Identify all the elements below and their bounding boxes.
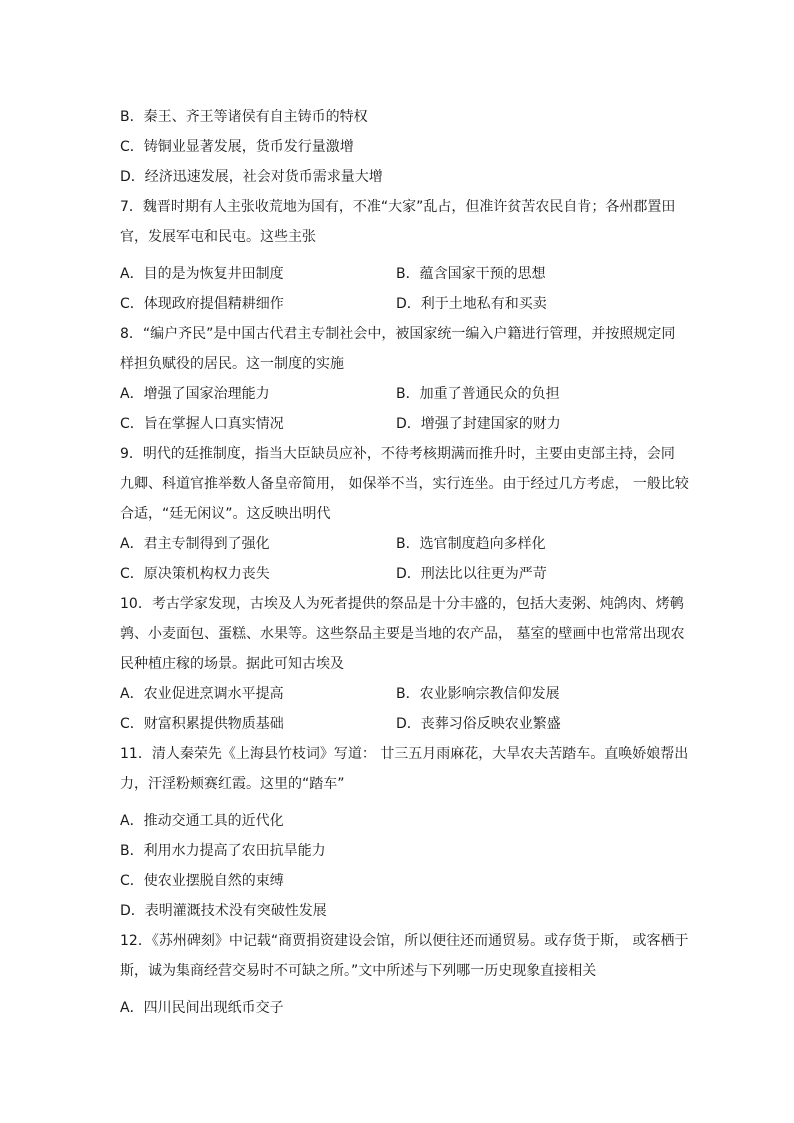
- q8-option-a: A．增强了国家治理能力: [120, 386, 270, 402]
- q7-stem-line-2: 官，发展军屯和民屯。这些主张: [120, 229, 316, 245]
- q9-stem-line-2: 九卿、科道官推举数人备皇帝简用， 如保举不当，实行连坐。由于经过几方考虑， 一般比较: [120, 476, 689, 492]
- q7-option-a: A．目的是为恢复井田制度: [120, 266, 284, 282]
- q10-option-a: A．农业促进烹调水平提高: [120, 686, 284, 702]
- q8-option-c: C．旨在掌握人口真实情况: [120, 416, 284, 432]
- q10-options-row-1: [120, 679, 680, 709]
- q9-option-b: B．选官制度趋向多样化: [396, 536, 546, 552]
- exam-page: [120, 102, 689, 1023]
- q8-options-row-2: [120, 409, 680, 439]
- q11-option-d: D．表明灌溉技术没有突破性发展: [120, 903, 327, 919]
- q9-stem-line-3: 合适，“廷无闲议”。这反映出明代: [120, 506, 331, 522]
- question-10: [120, 589, 685, 739]
- question-8: [120, 319, 680, 439]
- q10-option-c: C．财富积累提供物质基础: [120, 716, 284, 732]
- question-12: [120, 926, 689, 1023]
- q9-option-a: A．君主专制得到了强化: [120, 536, 270, 552]
- q8-option-b: B．加重了普通民众的负担: [396, 386, 560, 402]
- q8-options-row-1: [120, 379, 680, 409]
- q8-stem-line-1: 8．“编户齐民”是中国古代君主专制社会中，被国家统一编入户籍进行管理，并按照规定同: [120, 326, 676, 342]
- q9-option-d: D．刑法比以往更为严苛: [396, 566, 547, 582]
- q12-option-a: A．四川民间出现纸币交子: [120, 1000, 284, 1016]
- q7-options-row-1: [120, 259, 680, 289]
- q9-options-row-1: [120, 529, 680, 559]
- q6-option-b: B．秦王、齐王等诸侯有自主铸币的特权: [120, 109, 368, 125]
- q11-stem-line-1: 11．清人秦荣先《上海县竹枝词》写道： 廿三五月雨麻花，大旱农夫苦踏车。直唤娇娘帮出: [120, 746, 689, 762]
- q7-stem-line-1: 7．魏晋时期有人主张收荒地为国有，不准“大家”乱占，但准许贫苦农民自肯；各州郡置田: [120, 199, 676, 215]
- q7-option-c: C．体现政府提倡精耕细作: [120, 296, 284, 312]
- q9-stem-line-1: 9．明代的廷推制度，指当大臣缺员应补，不待考核期满而推升时，主要由吏部主持，会同: [120, 446, 675, 462]
- q10-stem-line-2: 鹑、小麦面包、蛋糕、水果等。这些祭品主要是当地的农产品， 墓室的壁画中也常常出现农: [120, 626, 685, 642]
- q12-stem-line-1: 12．《苏州碑刻》中记载“商贾捐资建设会馆，所以便往还而通贸易。或存货于斯， 或客栖于: [120, 933, 689, 949]
- question-6-tail: [120, 102, 680, 192]
- q10-stem-line-3: 民种植庄稼的场景。据此可知古埃及: [120, 656, 344, 672]
- q11-option-b: B．利用水力提高了农田抗旱能力: [120, 843, 326, 859]
- q10-options-row-2: [120, 709, 680, 739]
- q7-options-row-2: [120, 289, 680, 319]
- question-11: [120, 739, 689, 926]
- q10-option-d: D．丧葬习俗反映农业繁盛: [396, 716, 561, 732]
- question-7: [120, 192, 680, 319]
- q6-option-d: D．经济迅速发展，社会对货币需求量大增: [120, 169, 383, 185]
- q11-stem-line-2: 力，汗淫粉颊赛红霞。这里的“踏车”: [120, 776, 345, 792]
- q9-options-row-2: [120, 559, 680, 589]
- q11-option-a: A．推动交通工具的近代化: [120, 813, 284, 829]
- question-9: [120, 439, 689, 589]
- q8-stem-line-2: 样担负赋役的居民。这一制度的实施: [120, 356, 344, 372]
- q8-option-d: D．增强了封建国家的财力: [396, 416, 561, 432]
- q7-option-d: D．利于土地私有和买卖: [396, 296, 547, 312]
- q10-stem-line-1: 10．考古学家发现，古埃及人为死者提供的祭品是十分丰盛的，包括大麦粥、炖鸽肉、烤鹌: [120, 596, 684, 612]
- q9-option-c: C．原决策机构权力丧失: [120, 566, 270, 582]
- q12-stem-line-2: 斯，诚为集商经营交易时不可缺之所。”文中所述与下列哪一历史现象直接相关: [120, 963, 597, 979]
- q7-option-b: B．蕴含国家干预的思想: [396, 266, 546, 282]
- q6-option-c: C．铸铜业显著发展，货币发行量激增: [120, 139, 354, 155]
- q11-option-c: C．使农业摆脱自然的束缚: [120, 873, 284, 889]
- q10-option-b: B．农业影响宗教信仰发展: [396, 686, 560, 702]
